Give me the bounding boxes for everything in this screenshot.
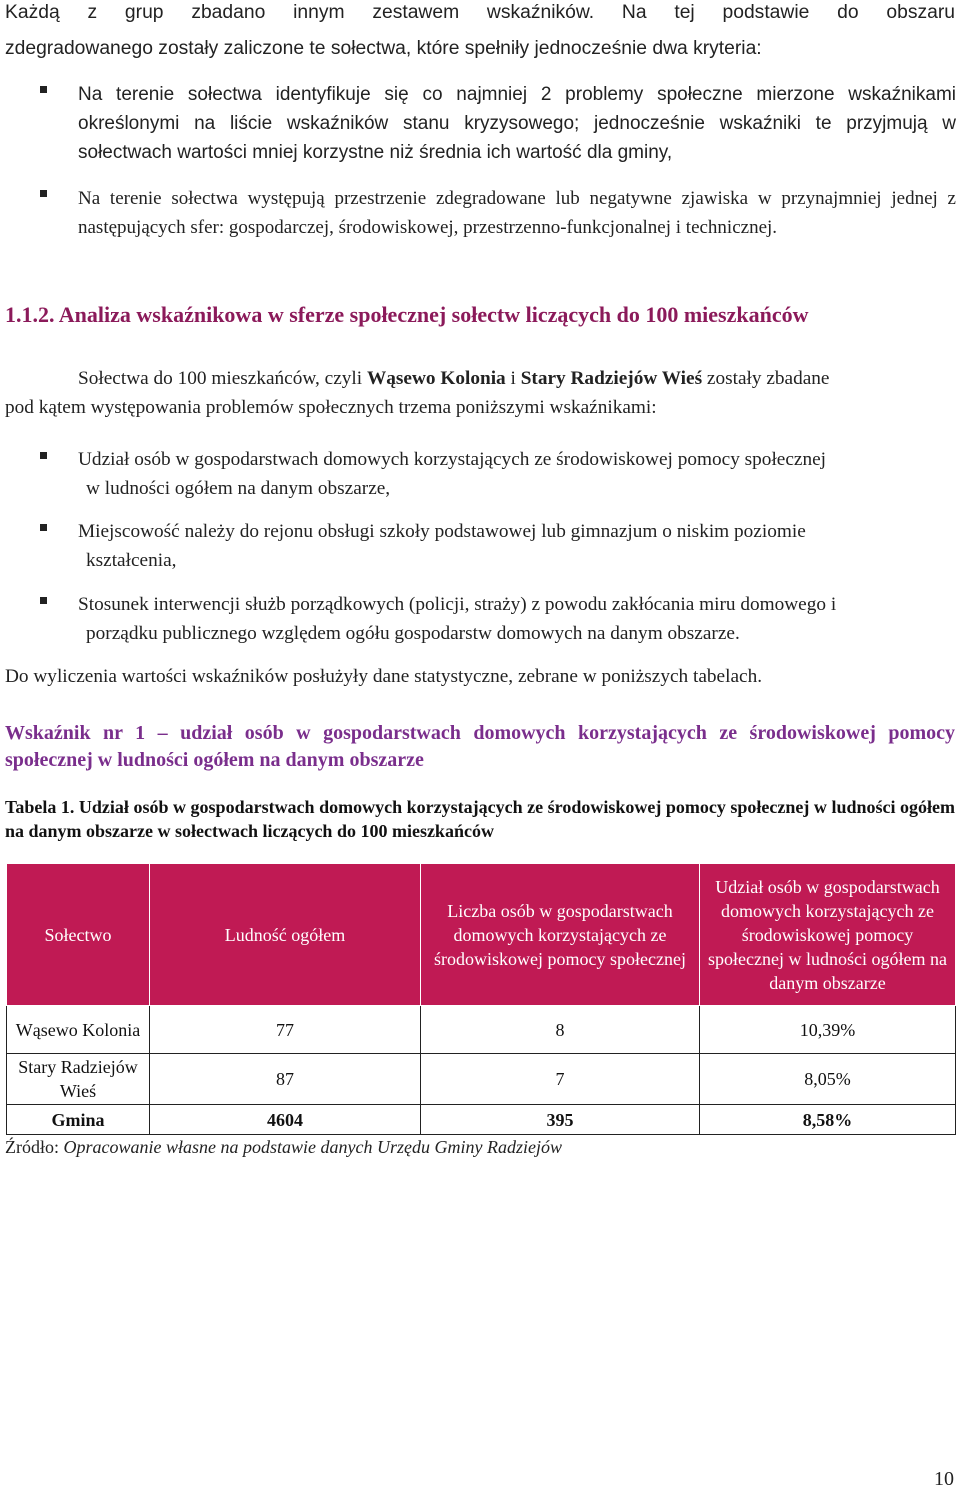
cell-share: 8,05% (700, 1054, 956, 1105)
bullet-marker (40, 86, 47, 93)
section-para-line-2: pod kątem występowania problemów społecznych trzema poniższymi wskaźnikami: (5, 397, 657, 418)
header-ludnosc: Ludność ogółem (150, 864, 421, 1006)
cell-population: 4604 (150, 1105, 421, 1135)
section-para-line-1: Sołectwa do 100 mieszkańców, czyli Wąsewo Kolonia i Stary Radziejów Wieś zostały zbadane (78, 368, 830, 389)
header-udzial: Udział osób w gospodarstwach domowych korzystających ze środowiskowej pomocy społecznej w ludności ogółem na danym obszarze (700, 864, 956, 1006)
cell-share: 10,39% (700, 1006, 956, 1054)
table-total-row (7, 1105, 956, 1135)
indicator-title: Wskaźnik nr 1 – udział osób w gospodarstwach domowych korzystających ze środowiskowej pomocy społecznej w ludności ogółem na danym obszarze (5, 722, 955, 771)
data-note: Do wyliczenia wartości wskaźników posłużyły dane statystyczne, zebrane w poniższych tabelach. (5, 666, 763, 687)
page-number: 10 (934, 1468, 954, 1490)
cell-name: Wąsewo Kolonia (7, 1006, 150, 1054)
section-heading: 1.1.2. Analiza wskaźnikowa w sferze społecznej sołectw liczących do 100 mieszkańców (5, 302, 809, 327)
cell-name: Gmina (7, 1105, 150, 1135)
criterion-2: Na terenie sołectwa występują przestrzenie zdegradowane lub negatywne zjawiska w przynajmniej jednej z następujących sfer: gospodarczej, środowiskowej, przestrzenno-funkcjonalnej i technicznej. (78, 188, 956, 238)
bullet-marker (40, 597, 47, 604)
intro-line-1: Każdą z grup zbadano innym zestawem wskaźników. Na tej podstawie do obszaru (5, 2, 955, 23)
indicator-3: Stosunek interwencji służb porządkowych (policji, straży) z powodu zakłócania miru domowego i porządku publicznego względem ogółu gospodarstw domowych na danym obszarze. (78, 594, 837, 644)
table-source: Źródło: Opracowanie własne na podstawie danych Urzędu Gminy Radziejów (5, 1137, 562, 1157)
bullet-marker (40, 524, 47, 531)
criterion-1: Na terenie sołectwa identyfikuje się co najmniej 2 problemy społeczne mierzone wskaźnikami określonymi na liście wskaźników stanu kryzysowego; jednocześnie wskaźniki te przyjmują w sołectwach wartości mniej korzystne niż średnia ich wartość dla gminy, (78, 84, 956, 163)
bullet-marker (40, 452, 47, 459)
cell-population: 87 (150, 1054, 421, 1105)
indicator-1: Udział osób w gospodarstwach domowych korzystających ze środowiskowej pomocy społecznej w ludności ogółem na danym obszarze, (78, 449, 827, 499)
cell-share: 8,58% (700, 1105, 956, 1135)
cell-population: 77 (150, 1006, 421, 1054)
bullet-marker (40, 190, 47, 197)
data-table (6, 863, 956, 1135)
cell-count: 8 (421, 1006, 700, 1054)
cell-name: Stary Radziejów Wieś (7, 1054, 150, 1105)
header-liczba-osob: Liczba osób w gospodarstwach domowych korzystających ze środowiskowej pomocy społecznej (421, 864, 700, 1006)
table-row (7, 1006, 956, 1054)
table-header-row (7, 864, 956, 1006)
intro-line-2: zdegradowanego zostały zaliczone te sołectwa, które spełniły jednocześnie dwa kryteria: (5, 38, 762, 59)
indicator-2: Miejscowość należy do rejonu obsługi szkoły podstawowej lub gimnazjum o niskim poziomie kształcenia, (78, 521, 806, 571)
header-solectwo: Sołectwo (7, 864, 150, 1006)
cell-count: 7 (421, 1054, 700, 1105)
table-caption: Tabela 1. Udział osób w gospodarstwach domowych korzystających ze środowiskowej pomocy społecznej w ludności ogółem na danym obszarze w sołectwach liczących do 100 mieszkańców (5, 797, 955, 841)
cell-count: 395 (421, 1105, 700, 1135)
table-row (7, 1054, 956, 1105)
